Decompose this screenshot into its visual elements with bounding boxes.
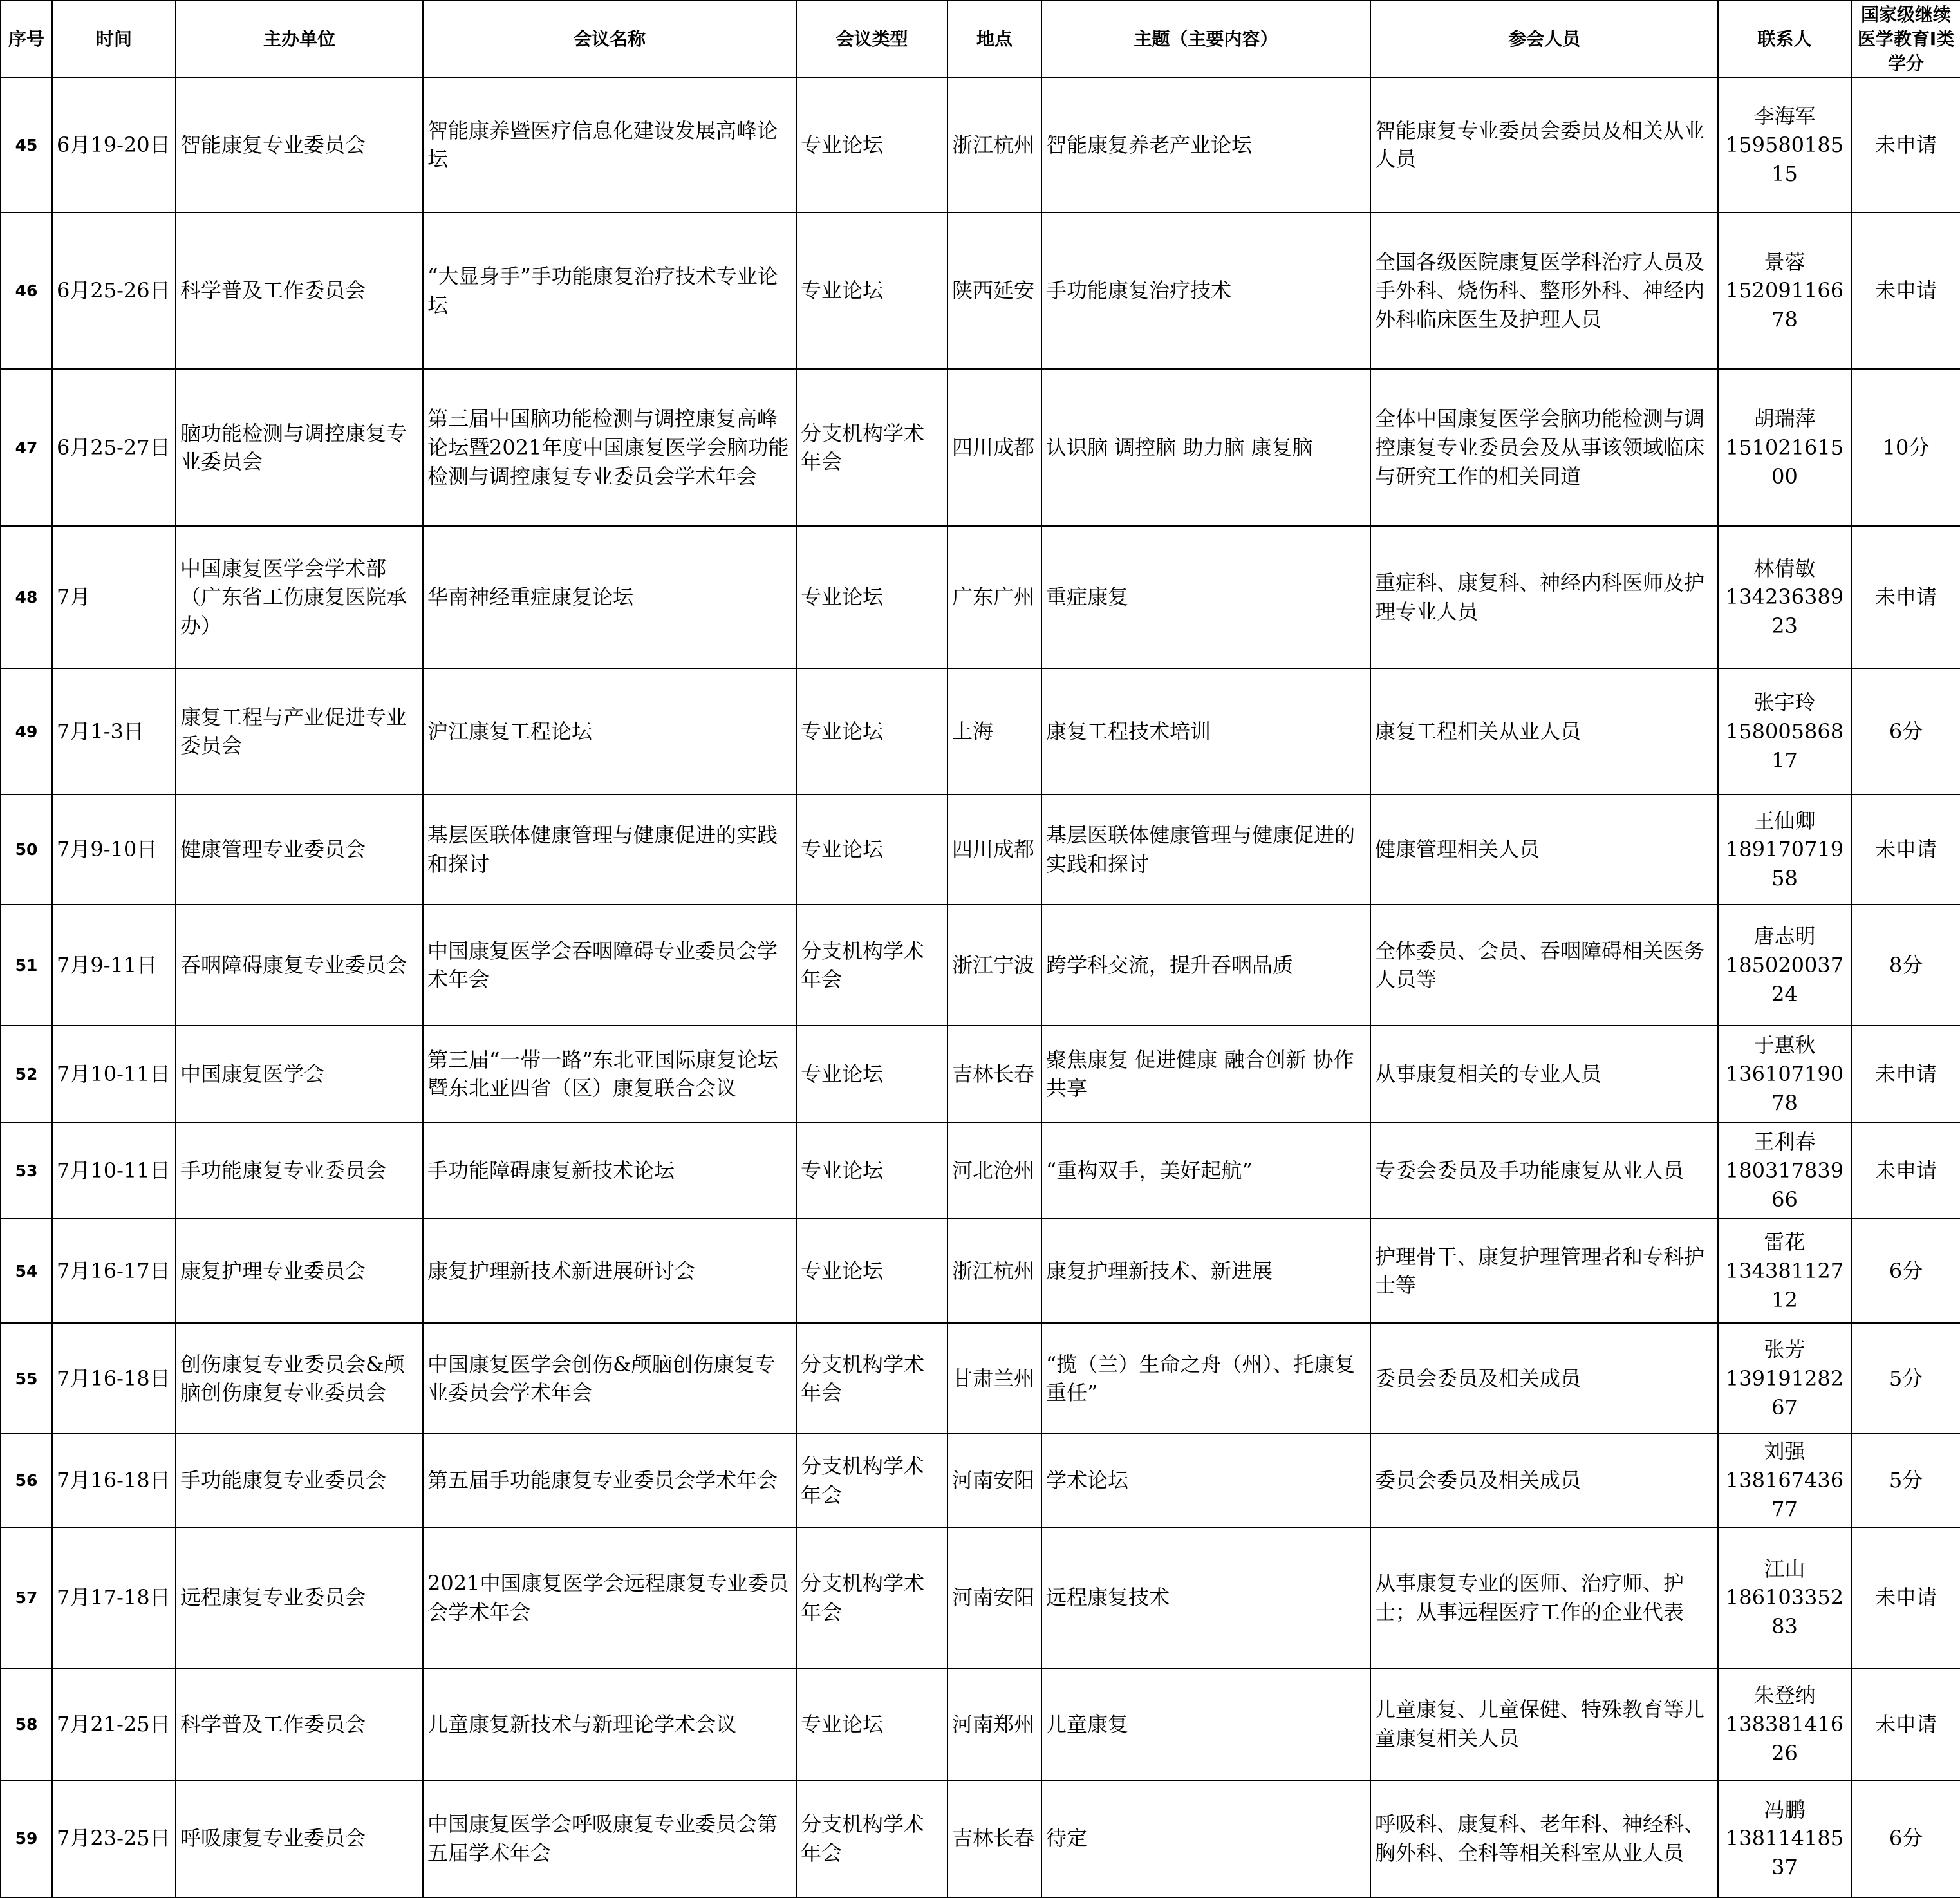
table-row — [1, 1669, 1960, 1780]
date-cell: 7月9-10日 — [52, 794, 176, 905]
seq-cell: 51 — [1, 905, 52, 1026]
contact-cell — [1718, 212, 1851, 369]
meeting-name-cell: 第五届手功能康复专业委员会学术年会 — [423, 1434, 796, 1527]
host-cell: 智能康复专业委员会 — [176, 77, 423, 212]
contact-cell — [1718, 1026, 1851, 1122]
meeting-name-cell: 中国康复医学会创伤&颅脑创伤康复专业委员会学术年会 — [423, 1323, 796, 1434]
meeting-type-cell: 专业论坛 — [796, 212, 947, 369]
table-row — [1, 1527, 1960, 1669]
contact-phone: 18610335283 — [1725, 1585, 1844, 1639]
contact-phone: 15102161500 — [1725, 435, 1844, 489]
contact-cell — [1718, 526, 1851, 668]
contact-name: 李海军 — [1753, 104, 1816, 129]
topic-cell: 跨学科交流，提升吞咽品质 — [1041, 905, 1370, 1026]
table-row — [1, 1434, 1960, 1527]
meeting-type-cell: 专业论坛 — [796, 1219, 947, 1323]
contact-name: 江山 — [1764, 1556, 1806, 1581]
attendees-cell: 智能康复专业委员会委员及相关从业人员 — [1370, 77, 1718, 212]
place-cell: 四川成都 — [947, 369, 1041, 526]
table-row — [1, 77, 1960, 212]
seq-cell: 59 — [1, 1780, 52, 1897]
meeting-type-cell: 分支机构学术年会 — [796, 1780, 947, 1897]
meeting-type-cell: 分支机构学术年会 — [796, 1434, 947, 1527]
header-row — [1, 1, 1960, 77]
table-row — [1, 1026, 1960, 1122]
attendees-cell: 委员会委员及相关成员 — [1370, 1323, 1718, 1434]
host-cell: 吞咽障碍康复专业委员会 — [176, 905, 423, 1026]
contact-cell — [1718, 77, 1851, 212]
attendees-cell: 呼吸科、康复科、老年科、神经科、胸外科、全科等相关科室从业人员 — [1370, 1780, 1718, 1897]
header-meeting-type: 会议类型 — [796, 1, 947, 77]
meeting-name-cell: 手功能障碍康复新技术论坛 — [423, 1122, 796, 1219]
seq-cell: 58 — [1, 1669, 52, 1780]
place-cell: 浙江杭州 — [947, 1219, 1041, 1323]
contact-phone: 18917071958 — [1725, 837, 1844, 891]
topic-cell: 儿童康复 — [1041, 1669, 1370, 1780]
contact-cell — [1718, 1323, 1851, 1434]
meeting-name-cell: 中国康复医学会吞咽障碍专业委员会学术年会 — [423, 905, 796, 1026]
topic-cell: 手功能康复治疗技术 — [1041, 212, 1370, 369]
topic-cell: 智能康复养老产业论坛 — [1041, 77, 1370, 212]
table-row — [1, 212, 1960, 369]
contact-phone: 13811418537 — [1725, 1826, 1844, 1880]
header-meeting-name: 会议名称 — [423, 1, 796, 77]
credit-cell: 未申请 — [1851, 1026, 1960, 1122]
contact-phone: 13438112712 — [1725, 1258, 1844, 1312]
attendees-cell: 从事康复专业的医师、治疗师、护士；从事远程医疗工作的企业代表 — [1370, 1527, 1718, 1669]
contact-cell — [1718, 1122, 1851, 1219]
attendees-cell: 全国各级医院康复医学科治疗人员及手外科、烧伤科、整形外科、神经内外科临床医生及护理人员 — [1370, 212, 1718, 369]
date-cell: 7月16-17日 — [52, 1219, 176, 1323]
contact-name: 王仙卿 — [1753, 808, 1816, 833]
host-cell: 科学普及工作委员会 — [176, 212, 423, 369]
contact-name: 冯鹏 — [1764, 1797, 1806, 1822]
host-cell: 创伤康复专业委员会&颅脑创伤康复专业委员会 — [176, 1323, 423, 1434]
topic-cell: 重症康复 — [1041, 526, 1370, 668]
place-cell: 广东广州 — [947, 526, 1041, 668]
meeting-type-cell: 专业论坛 — [796, 526, 947, 668]
attendees-cell: 全体委员、会员、吞咽障碍相关医务人员等 — [1370, 905, 1718, 1026]
header-place: 地点 — [947, 1, 1041, 77]
meeting-name-cell: 康复护理新技术新进展研讨会 — [423, 1219, 796, 1323]
contact-cell — [1718, 1669, 1851, 1780]
attendees-cell: 护理骨干、康复护理管理者和专科护士等 — [1370, 1219, 1718, 1323]
credit-cell: 10分 — [1851, 369, 1960, 526]
date-cell: 7月 — [52, 526, 176, 668]
topic-cell: 待定 — [1041, 1780, 1370, 1897]
place-cell: 河南安阳 — [947, 1434, 1041, 1527]
host-cell: 呼吸康复专业委员会 — [176, 1780, 423, 1897]
meeting-name-cell: 2021中国康复医学会远程康复专业委员会学术年会 — [423, 1527, 796, 1669]
host-cell: 手功能康复专业委员会 — [176, 1434, 423, 1527]
contact-name: 刘强 — [1764, 1439, 1806, 1464]
meeting-type-cell: 分支机构学术年会 — [796, 369, 947, 526]
credit-cell: 8分 — [1851, 905, 1960, 1026]
contact-name: 唐志明 — [1753, 924, 1816, 949]
host-cell: 科学普及工作委员会 — [176, 1669, 423, 1780]
contact-cell — [1718, 1219, 1851, 1323]
credit-cell: 未申请 — [1851, 794, 1960, 905]
meeting-name-cell: 沪江康复工程论坛 — [423, 668, 796, 794]
credit-cell: 5分 — [1851, 1323, 1960, 1434]
host-cell: 脑功能检测与调控康复专业委员会 — [176, 369, 423, 526]
meeting-name-cell: 智能康养暨医疗信息化建设发展高峰论坛 — [423, 77, 796, 212]
seq-cell: 53 — [1, 1122, 52, 1219]
contact-cell — [1718, 905, 1851, 1026]
credit-cell: 5分 — [1851, 1434, 1960, 1527]
host-cell: 中国康复医学会学术部（广东省工伤康复医院承办） — [176, 526, 423, 668]
topic-cell: “重构双手，美好起航” — [1041, 1122, 1370, 1219]
contact-cell — [1718, 1434, 1851, 1527]
host-cell: 中国康复医学会 — [176, 1026, 423, 1122]
meeting-type-cell: 分支机构学术年会 — [796, 1323, 947, 1434]
host-cell: 远程康复专业委员会 — [176, 1527, 423, 1669]
contact-phone: 18502003724 — [1725, 952, 1844, 1006]
credit-cell: 6分 — [1851, 668, 1960, 794]
contact-cell — [1718, 668, 1851, 794]
table-row — [1, 526, 1960, 668]
date-cell: 7月23-25日 — [52, 1780, 176, 1897]
meeting-type-cell: 专业论坛 — [796, 668, 947, 794]
date-cell: 6月19-20日 — [52, 77, 176, 212]
seq-cell: 56 — [1, 1434, 52, 1527]
meeting-name-cell: 儿童康复新技术与新理论学术会议 — [423, 1669, 796, 1780]
contact-name: 景蓉 — [1764, 249, 1806, 274]
date-cell: 6月25-26日 — [52, 212, 176, 369]
seq-cell: 52 — [1, 1026, 52, 1122]
contact-cell — [1718, 794, 1851, 905]
topic-cell: 康复护理新技术、新进展 — [1041, 1219, 1370, 1323]
date-cell: 7月16-18日 — [52, 1323, 176, 1434]
contact-phone: 15958018515 — [1725, 132, 1844, 186]
contact-phone: 13423638923 — [1725, 585, 1844, 639]
seq-cell: 48 — [1, 526, 52, 668]
date-cell: 7月10-11日 — [52, 1122, 176, 1219]
meeting-name-cell: 中国康复医学会呼吸康复专业委员会第五届学术年会 — [423, 1780, 796, 1897]
table-row — [1, 905, 1960, 1026]
place-cell: 甘肃兰州 — [947, 1323, 1041, 1434]
contact-phone: 13816743677 — [1725, 1468, 1844, 1521]
meeting-type-cell: 分支机构学术年会 — [796, 905, 947, 1026]
seq-cell: 50 — [1, 794, 52, 905]
table-row — [1, 1323, 1960, 1434]
place-cell: 浙江杭州 — [947, 77, 1041, 212]
topic-cell: 康复工程技术培训 — [1041, 668, 1370, 794]
attendees-cell: 重症科、康复科、神经内科医师及护理专业人员 — [1370, 526, 1718, 668]
credit-cell: 未申请 — [1851, 212, 1960, 369]
table-row — [1, 1780, 1960, 1897]
place-cell: 吉林长春 — [947, 1780, 1041, 1897]
contact-phone: 13838141626 — [1725, 1711, 1844, 1765]
topic-cell: 学术论坛 — [1041, 1434, 1370, 1527]
credit-cell: 未申请 — [1851, 1122, 1960, 1219]
contact-cell — [1718, 369, 1851, 526]
table-body — [1, 77, 1960, 1897]
attendees-cell: 从事康复相关的专业人员 — [1370, 1026, 1718, 1122]
date-cell: 7月9-11日 — [52, 905, 176, 1026]
place-cell: 吉林长春 — [947, 1026, 1041, 1122]
table-row — [1, 794, 1960, 905]
seq-cell: 54 — [1, 1219, 52, 1323]
meeting-name-cell: 华南神经重症康复论坛 — [423, 526, 796, 668]
table-row — [1, 1122, 1960, 1219]
date-cell: 7月21-25日 — [52, 1669, 176, 1780]
attendees-cell: 儿童康复、儿童保健、特殊教育等儿童康复相关人员 — [1370, 1669, 1718, 1780]
topic-cell: 认识脑 调控脑 助力脑 康复脑 — [1041, 369, 1370, 526]
place-cell: 陕西延安 — [947, 212, 1041, 369]
credit-cell: 未申请 — [1851, 526, 1960, 668]
contact-cell — [1718, 1780, 1851, 1897]
contact-phone: 13919128267 — [1725, 1366, 1844, 1420]
contact-name: 雷花 — [1764, 1230, 1806, 1255]
place-cell: 河北沧州 — [947, 1122, 1041, 1219]
attendees-cell: 全体中国康复医学会脑功能检测与调控康复专业委员会及从事该领域临床与研究工作的相关同道 — [1370, 369, 1718, 526]
meeting-type-cell: 专业论坛 — [796, 1122, 947, 1219]
header-host: 主办单位 — [176, 1, 423, 77]
meeting-type-cell: 专业论坛 — [796, 794, 947, 905]
host-cell: 手功能康复专业委员会 — [176, 1122, 423, 1219]
contact-phone: 13610719078 — [1725, 1061, 1844, 1115]
contact-phone: 15209116678 — [1725, 278, 1844, 332]
host-cell: 健康管理专业委员会 — [176, 794, 423, 905]
contact-name: 林倩敏 — [1753, 556, 1816, 581]
meeting-type-cell: 专业论坛 — [796, 77, 947, 212]
meeting-name-cell: 第三届“一带一路”东北亚国际康复论坛暨东北亚四省（区）康复联合会议 — [423, 1026, 796, 1122]
date-cell: 7月17-18日 — [52, 1527, 176, 1669]
contact-cell — [1718, 1527, 1851, 1669]
meeting-type-cell: 专业论坛 — [796, 1669, 947, 1780]
topic-cell: 远程康复技术 — [1041, 1527, 1370, 1669]
date-cell: 7月1-3日 — [52, 668, 176, 794]
place-cell: 四川成都 — [947, 794, 1041, 905]
header-topic: 主题（主要内容） — [1041, 1, 1370, 77]
date-cell: 7月10-11日 — [52, 1026, 176, 1122]
credit-cell: 6分 — [1851, 1780, 1960, 1897]
contact-name: 朱登纳 — [1753, 1683, 1816, 1708]
contact-name: 张芳 — [1764, 1337, 1806, 1362]
seq-cell: 49 — [1, 668, 52, 794]
meeting-type-cell: 专业论坛 — [796, 1026, 947, 1122]
credit-cell: 未申请 — [1851, 1669, 1960, 1780]
topic-cell: 基层医联体健康管理与健康促进的实践和探讨 — [1041, 794, 1370, 905]
table-row — [1, 668, 1960, 794]
attendees-cell: 委员会委员及相关成员 — [1370, 1434, 1718, 1527]
meeting-name-cell: 基层医联体健康管理与健康促进的实践和探讨 — [423, 794, 796, 905]
place-cell: 河南郑州 — [947, 1669, 1041, 1780]
header-seq: 序号 — [1, 1, 52, 77]
seq-cell: 55 — [1, 1323, 52, 1434]
date-cell: 6月25-27日 — [52, 369, 176, 526]
host-cell: 康复工程与产业促进专业委员会 — [176, 668, 423, 794]
seq-cell: 57 — [1, 1527, 52, 1669]
contact-phone: 15800586817 — [1725, 719, 1844, 773]
header-date: 时间 — [52, 1, 176, 77]
seq-cell: 46 — [1, 212, 52, 369]
seq-cell: 45 — [1, 77, 52, 212]
header-credit: 国家级继续医学教育I类学分 — [1851, 1, 1960, 77]
place-cell: 上海 — [947, 668, 1041, 794]
host-cell: 康复护理专业委员会 — [176, 1219, 423, 1323]
credit-cell: 未申请 — [1851, 77, 1960, 212]
attendees-cell: 专委会委员及手功能康复从业人员 — [1370, 1122, 1718, 1219]
attendees-cell: 健康管理相关人员 — [1370, 794, 1718, 905]
meeting-name-cell: “大显身手”手功能康复治疗技术专业论坛 — [423, 212, 796, 369]
attendees-cell: 康复工程相关从业人员 — [1370, 668, 1718, 794]
contact-phone: 18031783966 — [1725, 1158, 1844, 1212]
meeting-name-cell: 第三届中国脑功能检测与调控康复高峰论坛暨2021年度中国康复医学会脑功能检测与调控康复专业委员会学术年会 — [423, 369, 796, 526]
credit-cell: 未申请 — [1851, 1527, 1960, 1669]
topic-cell: “揽（兰）生命之舟（州）、托康复重任” — [1041, 1323, 1370, 1434]
contact-name: 张宇玲 — [1753, 690, 1816, 715]
topic-cell: 聚焦康复 促进健康 融合创新 协作共享 — [1041, 1026, 1370, 1122]
place-cell: 浙江宁波 — [947, 905, 1041, 1026]
meeting-type-cell: 分支机构学术年会 — [796, 1527, 947, 1669]
contact-name: 王利春 — [1753, 1129, 1816, 1154]
contact-name: 胡瑞萍 — [1753, 406, 1816, 431]
seq-cell: 47 — [1, 369, 52, 526]
credit-cell: 6分 — [1851, 1219, 1960, 1323]
table-row — [1, 1219, 1960, 1323]
header-attendees: 参会人员 — [1370, 1, 1718, 77]
place-cell: 河南安阳 — [947, 1527, 1041, 1669]
contact-name: 于惠秋 — [1753, 1033, 1816, 1058]
table-row — [1, 369, 1960, 526]
date-cell: 7月16-18日 — [52, 1434, 176, 1527]
header-contact: 联系人 — [1718, 1, 1851, 77]
